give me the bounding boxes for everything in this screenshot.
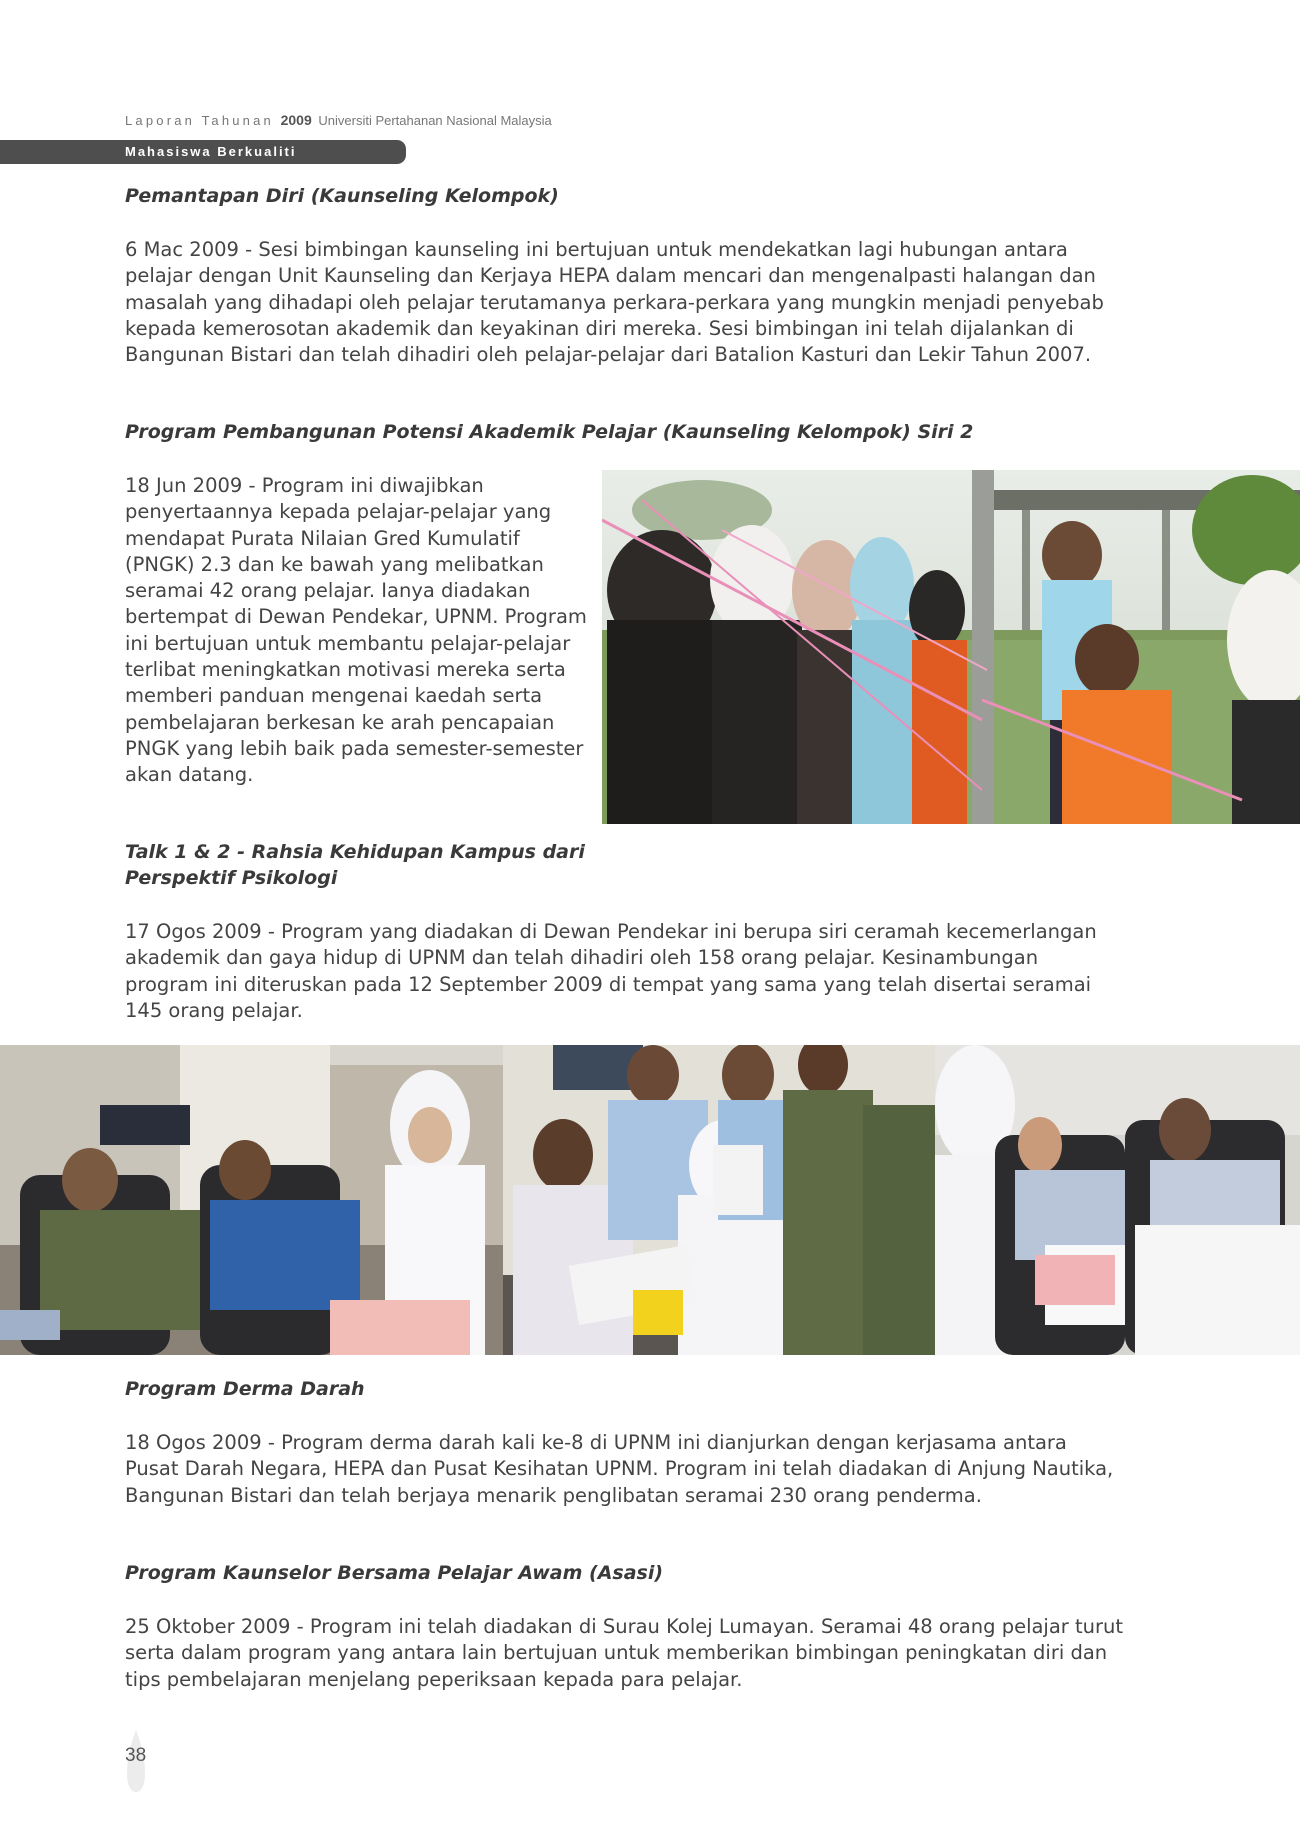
heading-kaunselor-bersama: Program Kaunselor Bersama Pelajar Awam (Asasi) <box>125 1562 664 1584</box>
heading-pemantapan-diri: Pemantapan Diri (Kaunseling Kelompok) <box>125 185 559 207</box>
institution-name: Universiti Pertahanan Nasional Malaysia <box>318 113 552 128</box>
page-number: 38 <box>125 1745 147 1766</box>
paragraph-pemantapan-diri: 6 Mac 2009 - Sesi bimbingan kaunseling ini bertujuan untuk mendekatkan lagi hubungan antara pelajar dengan Unit Kaunseling dan Kerjaya HEPA dalam mencari dan mengenalpasti halangan dan masalah yang dihadapi oleh pelajar terutamanya perkara-perkara yang mungkin menjadi penyebab kepada kemerosotan akademik dan keyakinan diri mereka. Sesi bimbingan ini telah dijalankan di Bangunan Bistari dan telah dihadiri oleh pelajar-pelajar dari Batalion Kasturi dan Lekir Tahun 2007. <box>125 238 1104 367</box>
heading-talk-rahsia: Talk 1 & 2 - Rahsia Kehidupan Kampus dari Perspektif Psikologi <box>125 841 585 889</box>
blood-donation-photo-3 <box>935 1045 1300 1355</box>
paragraph-talk-rahsia: 17 Ogos 2009 - Program yang diadakan di Dewan Pendekar ini berupa siri ceramah kecemerlangan akademik dan gaya hidup di UPNM dan telah dihadiri oleh 158 orang pelajar. Kesinambungan program ini diteruskan pada 12 September 2009 di tempat yang sama yang telah disertai seramai 145 orang pelajar. <box>125 920 1097 1022</box>
blood-donation-photo-1 <box>0 1045 503 1355</box>
section-title: Mahasiswa Berkualiti <box>125 144 297 159</box>
blood-donation-photo-2 <box>503 1045 935 1355</box>
paragraph-pembangunan-potensi: 18 Jun 2009 - Program ini diwajibkan penyertaannya kepada pelajar-pelajar yang mendapat Purata Nilaian Gred Kumulatif (PNGK) 2.3 dan ke bawah yang melibatkan seramai 42 orang pelajar. Ianya diadakan bertempat di Dewan Pendekar, UPNM. Program ini bertujuan untuk membantu pelajar-pelajar terlibat meningkatkan motivasi mereka serta memberi panduan mengenai kaedah serta pembelajaran berkesan ke arah pencapaian PNGK yang lebih baik pada semester-semester akan datang. <box>125 474 587 787</box>
report-header <box>125 112 552 128</box>
counseling-activity-photo <box>602 470 1300 824</box>
heading-pembangunan-potensi: Program Pembangunan Potensi Akademik Pelajar (Kaunseling Kelompok) Siri 2 <box>125 421 974 443</box>
report-label: Laporan Tahunan <box>125 113 274 128</box>
heading-derma-darah: Program Derma Darah <box>125 1378 365 1400</box>
paragraph-kaunselor-bersama: 25 Oktober 2009 - Program ini telah diadakan di Surau Kolej Lumayan. Seramai 48 orang pelajar turut serta dalam program yang antara lain bertujuan untuk memberikan bimbingan peningkatan diri dan tips pembelajaran menjelang peperiksaan kepada para pelajar. <box>125 1615 1124 1691</box>
section-title-bar <box>0 140 406 164</box>
paragraph-derma-darah: 18 Ogos 2009 - Program derma darah kali ke-8 di UPNM ini dianjurkan dengan kerjasama antara Pusat Darah Negara, HEPA dan Pusat Kesihatan UPNM. Program ini telah diadakan di Anjung Nautika, Bangunan Bistari dan telah berjaya menarik penglibatan seramai 230 orang penderma. <box>125 1431 1114 1507</box>
report-year: 2009 <box>280 112 312 128</box>
